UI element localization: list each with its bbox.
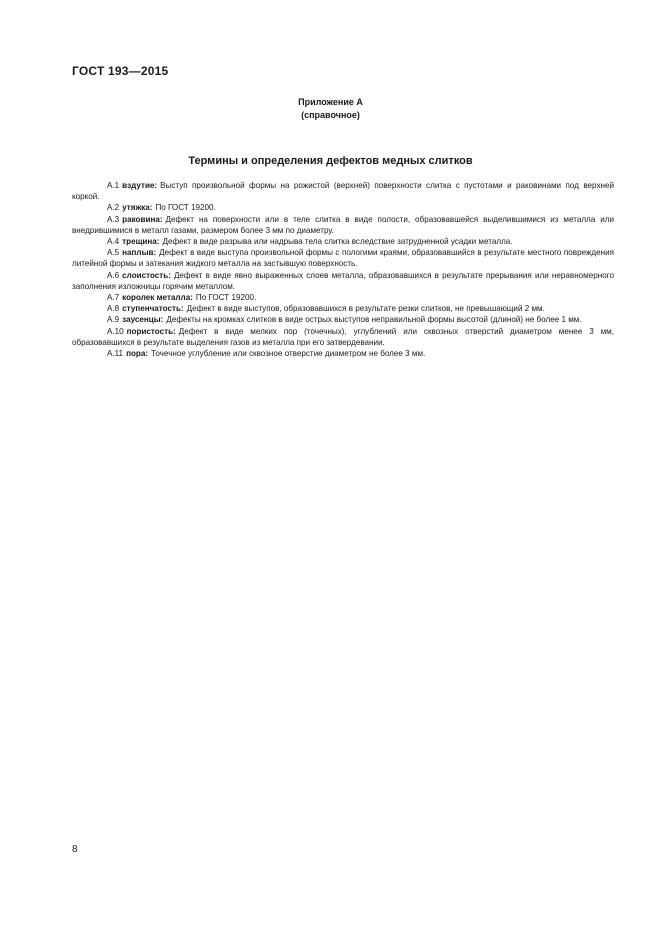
term-number: А.8 (107, 304, 120, 314)
term-item (72, 180, 614, 202)
term-name: утяжка: (122, 203, 153, 213)
term-definition: Дефект в виде разрыва или надрыва тела слитка вследствие затрудненной усадки металла. (162, 237, 513, 247)
term-item (72, 214, 614, 236)
term-definition: По ГОСТ 19200. (155, 203, 216, 213)
term-item (72, 292, 614, 303)
term-definition: По ГОСТ 19200. (195, 293, 257, 303)
appendix-title: Приложение А (298, 97, 363, 107)
term-name: вздутие: (122, 181, 158, 190)
term-definition: Дефект в виде явно выраженных слоев металла, образовавшихся в результате прерывания или неравномерного заполнения изложницы горячим металлом. (72, 270, 614, 291)
term-number: А.5 (107, 248, 120, 258)
section-title: Термины и определения дефектов медных слитков (188, 155, 473, 167)
term-item (72, 247, 614, 269)
appendix-heading (0, 96, 661, 122)
term-name: пористость: (126, 326, 176, 336)
term-definition: Дефект на поверхности или в теле слитка в виде полости, образовавшейся выделившимися из металла или внедрившимися в металл газами, размером более 3 мм по диаметру. (72, 214, 614, 235)
appendix-note: (справочное) (301, 110, 360, 120)
term-number: А.9 (107, 315, 120, 325)
page-number: 8 (72, 844, 78, 855)
term-name: пора: (126, 349, 149, 359)
document-code: ГОСТ 193—2015 (72, 64, 169, 78)
term-name: заусенцы: (122, 315, 164, 325)
term-name: ступенчатость: (122, 304, 184, 314)
term-name: трещина: (122, 237, 160, 247)
term-number: А.4 (107, 237, 120, 247)
term-number: А.10 (107, 326, 124, 336)
term-item (72, 348, 614, 359)
term-number: А.7 (107, 293, 120, 303)
term-name: королек металла: (122, 293, 193, 303)
term-item (72, 202, 614, 213)
term-definition: Выступ произвольной формы на рожистой (верхней) поверхности слитка с пустотами и раковинами под верхней коркой. (72, 181, 614, 202)
term-item (72, 303, 614, 314)
term-item (72, 314, 614, 325)
term-definition: Дефекты на кромках слитков в виде острых выступов неправильной формы высотой (длиной) не более 1 мм. (166, 315, 582, 325)
term-name: раковина: (122, 214, 163, 224)
term-definition: Дефект в виде выступа произвольной формы с пологими краями, образовавшийся в результате местного повреждения литейной формы и затекания жидкого металла на застывшую поверхность. (72, 248, 614, 269)
term-number: А.3 (107, 214, 120, 224)
term-name: слоистость: (122, 270, 171, 280)
term-number: А.11 (107, 349, 124, 359)
term-name: наплыв: (122, 248, 157, 258)
term-definition: Дефект в виде выступов, образовавшихся в результате резки слитков, не превышающий 2 мм. (186, 304, 545, 314)
term-item (72, 326, 614, 348)
term-number: А.2 (107, 203, 120, 213)
term-number: А.6 (107, 270, 120, 280)
term-item (72, 236, 614, 247)
terms-list (72, 180, 614, 359)
term-definition: Дефект в виде мелких пор (точечных), углублений или сквозных отверстий диаметром менее 3 мм, образовавшихся в результате выделения газов из металла при его затвердевании. (72, 326, 614, 347)
term-definition: Точечное углубление или сквозное отверстие диаметром не более 3 мм. (151, 349, 426, 359)
term-item (72, 270, 614, 292)
term-number: А.1 (107, 181, 120, 190)
